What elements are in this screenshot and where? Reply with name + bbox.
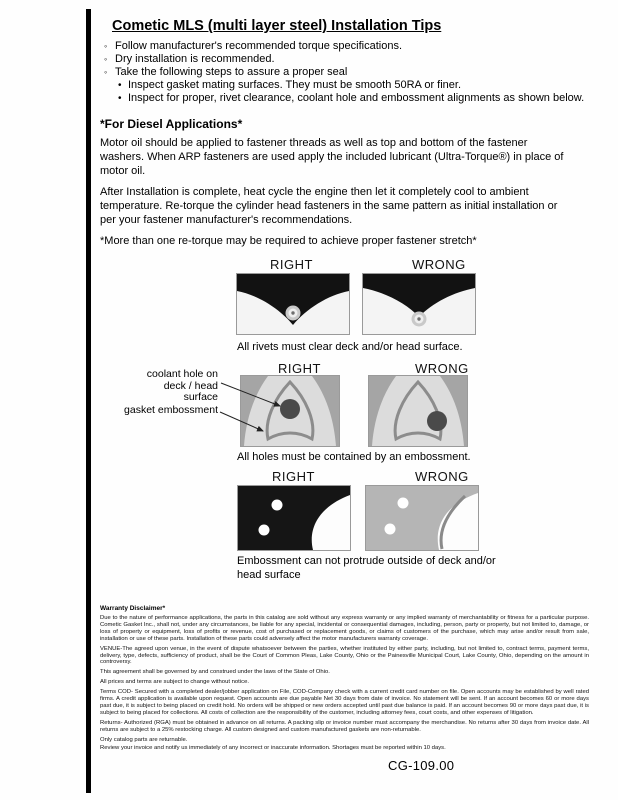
tip-text: Inspect for proper, rivet clearance, coolant hole and embossment alignments as shown below. — [128, 92, 585, 104]
wrong-label-row1: WRONG — [412, 257, 466, 272]
wrong-label-row3: WRONG — [415, 469, 469, 484]
open-bullet-icon: ◦ — [104, 41, 108, 51]
wrong-label-row2: WRONG — [415, 361, 469, 376]
tip-item — [104, 53, 592, 66]
right-label-row1: RIGHT — [270, 257, 313, 272]
warranty-paragraph: Returns- Authorized (RGA) must be obtained in advance on all returns. A packing slip or invoice number must accompany the merchandise. No returns after 30 days from invoice date. All returns are subject to a 25% restocking charge. All custom designed and custom manufactured gaskets are non-returnable. — [100, 719, 589, 733]
bullet-icon: • — [118, 93, 122, 104]
tip-text: Take the following steps to assure a proper seal — [115, 66, 348, 78]
document-page — [100, 18, 592, 754]
warranty-paragraph: Terms COD- Secured with a completed dealer/jobber application on File, COD-Company check with a current credit card number on file. Open accounts may be established by well rated firms. A credit application is available upon request. Open accounts are due payable Net 30 days from date of invoice. No statement will be sent. If an account becomes 60 or more days past due, it is subject to being placed on credit hold. No orders will be shipped or new orders accepted until past due balance is paid. If an account becomes 90 or more days past due, it is subject to being placed for collections. All costs of collection are the responsibility of the customer, including attorney fees, court costs, and other expenses of litigation. — [100, 689, 589, 716]
tip-text: Follow manufacturer's recommended torque specifications. — [115, 40, 403, 52]
diagram-embossment-wrong — [368, 375, 468, 447]
bullet-icon: • — [118, 80, 122, 91]
tip-text: Inspect gasket mating surfaces. They must be smooth 50RA or finer. — [128, 79, 462, 91]
tip-sub-item — [118, 92, 592, 105]
warranty-paragraph: All prices and terms are subject to change without notice. — [100, 679, 249, 686]
diesel-paragraph-1: Motor oil should be applied to fastener threads as well as top and bottom of the fastener washers. When ARP fasteners are used apply the included lubricant (Ultra-Torque®) in place of motor oil. — [100, 137, 564, 177]
diagram-rivet-wrong — [362, 273, 476, 335]
warranty-heading: Warranty Disclaimer* — [100, 605, 166, 612]
diagram-embossment-right — [240, 375, 340, 447]
tip-item — [104, 40, 592, 53]
diagram-caption-rivets: All rivets must clear deck and/or head surface. — [237, 341, 463, 353]
retorque-note: *More than one re-torque may be required to achieve proper fastener stretch* — [100, 235, 477, 247]
diesel-paragraph-2: After Installation is complete, heat cycle the engine then let it completely cool to ambient temperature. Re-torque the cylinder head fasteners in the same pattern as initial installation or per your fastener manufacturer's recommendations. — [100, 186, 558, 226]
coolant-hole-label: coolant hole on deck / head surface — [146, 368, 218, 403]
open-bullet-icon: ◦ — [104, 67, 108, 77]
tip-sub-item — [118, 79, 592, 92]
right-label-row3: RIGHT — [272, 469, 315, 484]
open-bullet-icon: ◦ — [104, 54, 108, 64]
page-title: Cometic MLS (multi layer steel) Installation Tips — [112, 18, 442, 34]
warranty-paragraph: Only catalog parts are returnable. — [100, 736, 188, 743]
warranty-paragraph: VENUE-The agreed upon venue, in the event of dispute whatsoever between the parties, whether instituted by either party, including, but not limited to, contract terms, payment terms, delivery, type, defects, sufficiency of product, shall be the Court of Common Pleas, Lake County, Ohio or the Painesville Municipal Court, Lake County, Ohio, depending on the amount in controversy. — [100, 645, 589, 666]
gasket-embossment-label: gasket embossment — [124, 404, 218, 416]
diagram-section — [100, 257, 592, 585]
diagram-protrude-wrong — [365, 485, 479, 551]
tip-item — [104, 66, 592, 79]
diagram-rivet-right — [236, 273, 350, 335]
right-label-row2: RIGHT — [278, 361, 321, 376]
diagram-caption-protrude: Embossment can not protrude outside of deck and/or head surface — [237, 555, 496, 581]
tip-text: Dry installation is recommended. — [115, 53, 275, 65]
warranty-paragraph: Due to the nature of performance applications, the parts in this catalog are sold without any express warranty or any implied warranty of merchantability or fitness for a particular purpose. Cometic Gasket Inc., shall not, under any circumstances, be liable for any special, incidental or consequential damages, including, person, party or property, but not limited to, damage, or loss of property or equipment, loss of profits or revenue, cost of purchased or replacement goods, or claims of customers of the purchase, which may arise and/or result from sale, installation or use of these parts. Installation of these parts could adversely affect the motor manufacturers warranty coverage. — [100, 615, 589, 642]
diagram-caption-holes: All holes must be contained by an embossment. — [237, 451, 471, 463]
warranty-paragraph: This agreement shall be governed by and construed under the laws of the State of Ohio. — [100, 669, 330, 676]
left-margin-bar — [86, 9, 91, 793]
warranty-section — [100, 605, 589, 751]
warranty-paragraph: Review your invoice and notify us immediately of any incorrect or inaccurate information. Shortages must be reported within 10 days. — [100, 744, 446, 751]
page-code: CG-109.00 — [388, 758, 455, 773]
diagram-protrude-right — [237, 485, 351, 551]
diesel-heading: *For Diesel Applications* — [100, 117, 243, 131]
